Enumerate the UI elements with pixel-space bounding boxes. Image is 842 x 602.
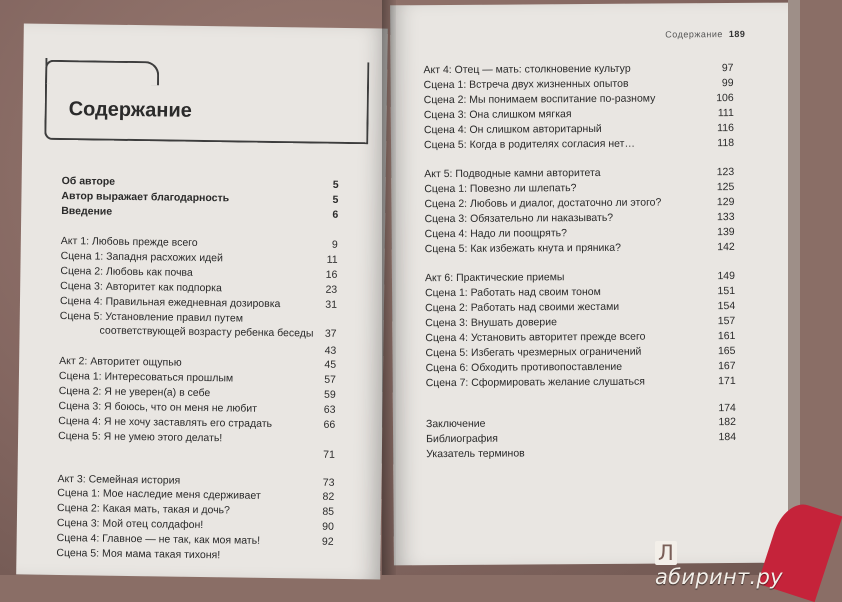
toc-entry-title: Сцена 5: Я не умею этого делать! [58, 429, 222, 445]
toc-right-list [390, 3, 788, 6]
toc-entry-page: 182 [706, 415, 736, 429]
toc-entry-page: 142 [705, 240, 735, 254]
toc-entry-title: Сцена 3: Авторитет как подпорка [60, 279, 222, 295]
toc-entry-title: Акт 1: Любовь прежде всего [61, 234, 198, 250]
toc-entry-page: 116 [704, 121, 734, 135]
toc-entry-title: Сцена 2: Любовь как почва [60, 264, 193, 280]
running-header [665, 29, 745, 40]
toc-entry-page: 139 [705, 225, 735, 239]
toc-entry-page: 59 [306, 387, 336, 401]
toc-entry-page: 125 [704, 180, 734, 194]
watermark-logo [655, 541, 800, 589]
toc-entry-title: Сцена 3: Я боюсь, что он меня не любит [58, 399, 257, 416]
toc-entry-title: Сцена 4: Надо ли поощрять? [425, 226, 567, 241]
toc-entry-page: 85 [304, 504, 334, 518]
toc-entry-title: Сцена 3: Она слишком мягкая [424, 107, 572, 122]
toc-entry-title: Сцена 4: Правильная ежедневная дозировка [60, 294, 281, 311]
toc-entry-title: Сцена 1: Встреча двух жизненных опытов [424, 77, 629, 92]
toc-entry-page: 37 [306, 326, 336, 340]
toc-entry-page: 82 [304, 489, 334, 503]
toc-entry-title: Сцена 5: Избегать чрезмерных ограничений [425, 345, 641, 361]
toc-entry-page: 133 [704, 210, 734, 224]
toc-entry-page: 106 [704, 91, 734, 105]
toc-entry-page: 5 [308, 192, 338, 206]
toc-entry-page: 92 [304, 534, 334, 548]
watermark-mark: Л [655, 541, 677, 565]
header-page-number: 189 [729, 29, 746, 39]
toc-entry-title: Сцена 4: Главное — не так, как моя мать! [57, 531, 261, 548]
toc-entry-page: 171 [706, 374, 736, 388]
toc-left-list [24, 23, 388, 28]
toc-entry-title: Заключение [426, 417, 486, 431]
toc-entry-title: Автор выражает благодарность [61, 189, 229, 205]
toc-entry-title: Сцена 2: Работать над своими жестами [425, 300, 619, 315]
toc-entry-page: 129 [704, 195, 734, 209]
toc-entry-title: Сцена 1: Повезно ли шлепать? [424, 181, 576, 196]
toc-entry-page: 161 [705, 329, 735, 343]
toc-entry-title: Сцена 3: Обязательно ли наказывать? [424, 211, 613, 226]
toc-entry-page: 167 [706, 359, 736, 373]
toc-entry-page: 118 [704, 136, 734, 150]
toc-entry-title: Сцена 5: Когда в родителях согласия нет… [424, 137, 635, 152]
toc-entry-title: Об авторе [62, 174, 116, 189]
toc-entry-page: 157 [705, 314, 735, 328]
toc-entry-title: Библиография [426, 432, 498, 447]
title-tab-shape [45, 60, 159, 86]
book-gutter [382, 0, 396, 575]
toc-entry-page: 5 [309, 177, 339, 191]
toc-entry-title: Сцена 4: Я не хочу заставлять его страдать [58, 414, 272, 431]
page-title: Содержание [69, 98, 193, 123]
toc-entry-page: 99 [704, 76, 734, 90]
toc-entry-page: 184 [706, 430, 736, 444]
toc-entry-title: Сцена 1: Западня расхожих идей [61, 249, 224, 265]
toc-entry-page: 31 [307, 297, 337, 311]
toc-entry-title: Сцена 1: Интересоваться прошлым [59, 369, 233, 385]
toc-entry-page: 45 [306, 357, 336, 371]
toc-entry-page: 6 [308, 207, 338, 221]
toc-entry-page: 111 [704, 106, 734, 120]
toc-entry-title: Сцена 3: Внушать доверие [425, 315, 557, 330]
left-page [16, 23, 388, 579]
toc-entry-page: 90 [304, 519, 334, 533]
toc-entry-title: Сцена 6: Обходить противопоставление [426, 360, 623, 375]
toc-entry-title: Сцена 1: Работать над своим тоном [425, 285, 601, 300]
toc-entry-page: 165 [705, 344, 735, 358]
toc-entry-title: Сцена 2: Любовь и диалог, достаточно ли этого? [424, 196, 661, 212]
toc-entry-title: Сцена 2: Мы понимаем воспитание по-разному [424, 92, 656, 108]
toc-entry-page: 123 [704, 165, 734, 179]
toc-entry-page: 71 [305, 447, 335, 461]
toc-entry-page: 11 [307, 252, 337, 266]
toc-entry-title: соответствующей возрасту ребенка беседы [99, 324, 313, 341]
toc-entry-page: 43 [306, 343, 336, 357]
toc-entry-title: Сцена 3: Мой отец солдафон! [57, 516, 204, 532]
toc-entry-title: Сцена 4: Установить авторитет прежде всего [425, 330, 645, 346]
toc-entry-title: Сцена 5: Установление правил путем [60, 309, 243, 326]
right-page [390, 3, 792, 566]
toc-entry-page: 149 [705, 269, 735, 283]
toc-entry-title: Акт 4: Отец — мать: столкновение культур [423, 62, 630, 77]
toc-entry-page: 73 [304, 475, 334, 489]
toc-entry-title: Акт 2: Авторитет ощупью [59, 354, 182, 370]
toc-entry-title: Сцена 1: Мое наследие меня сдерживает [57, 486, 261, 503]
toc-entry-title: Введение [61, 204, 112, 219]
toc-entry-title: Акт 3: Семейная история [57, 472, 180, 488]
toc-entry-title: Сцена 5: Моя мама такая тихоня! [56, 546, 220, 562]
toc-entry-page: 16 [307, 267, 337, 281]
toc-entry-title: Сцена 2: Я не уверен(а) в себе [59, 384, 211, 400]
toc-entry-page: 97 [703, 61, 733, 75]
toc-entry-page: 151 [705, 284, 735, 298]
toc-entry-page: 174 [706, 401, 736, 415]
toc-entry-title: Сцена 2: Какая мать, такая и дочь? [57, 501, 230, 517]
toc-entry-title: Акт 6: Практические приемы [425, 270, 565, 285]
toc-entry-title: Указатель терминов [426, 446, 525, 461]
watermark-text: абиринт.ру [655, 565, 783, 589]
toc-entry-title: Сцена 4: Он слишком авторитарный [424, 122, 602, 137]
toc-entry-page: 57 [306, 372, 336, 386]
page-edge [788, 0, 800, 575]
toc-entry-title: Сцена 5: Как избежать кнута и пряника? [425, 241, 621, 256]
toc-entry-page: 9 [308, 237, 338, 251]
toc-entry-page: 23 [307, 282, 337, 296]
toc-entry-page: 154 [705, 299, 735, 313]
toc-entry-page: 63 [305, 402, 335, 416]
toc-entry-title: Акт 5: Подводные камни авторитета [424, 166, 600, 181]
toc-entry-title: Сцена 7: Сформировать желание слушаться [426, 375, 645, 391]
header-label: Содержание [665, 29, 723, 39]
toc-entry-page: 66 [305, 417, 335, 431]
